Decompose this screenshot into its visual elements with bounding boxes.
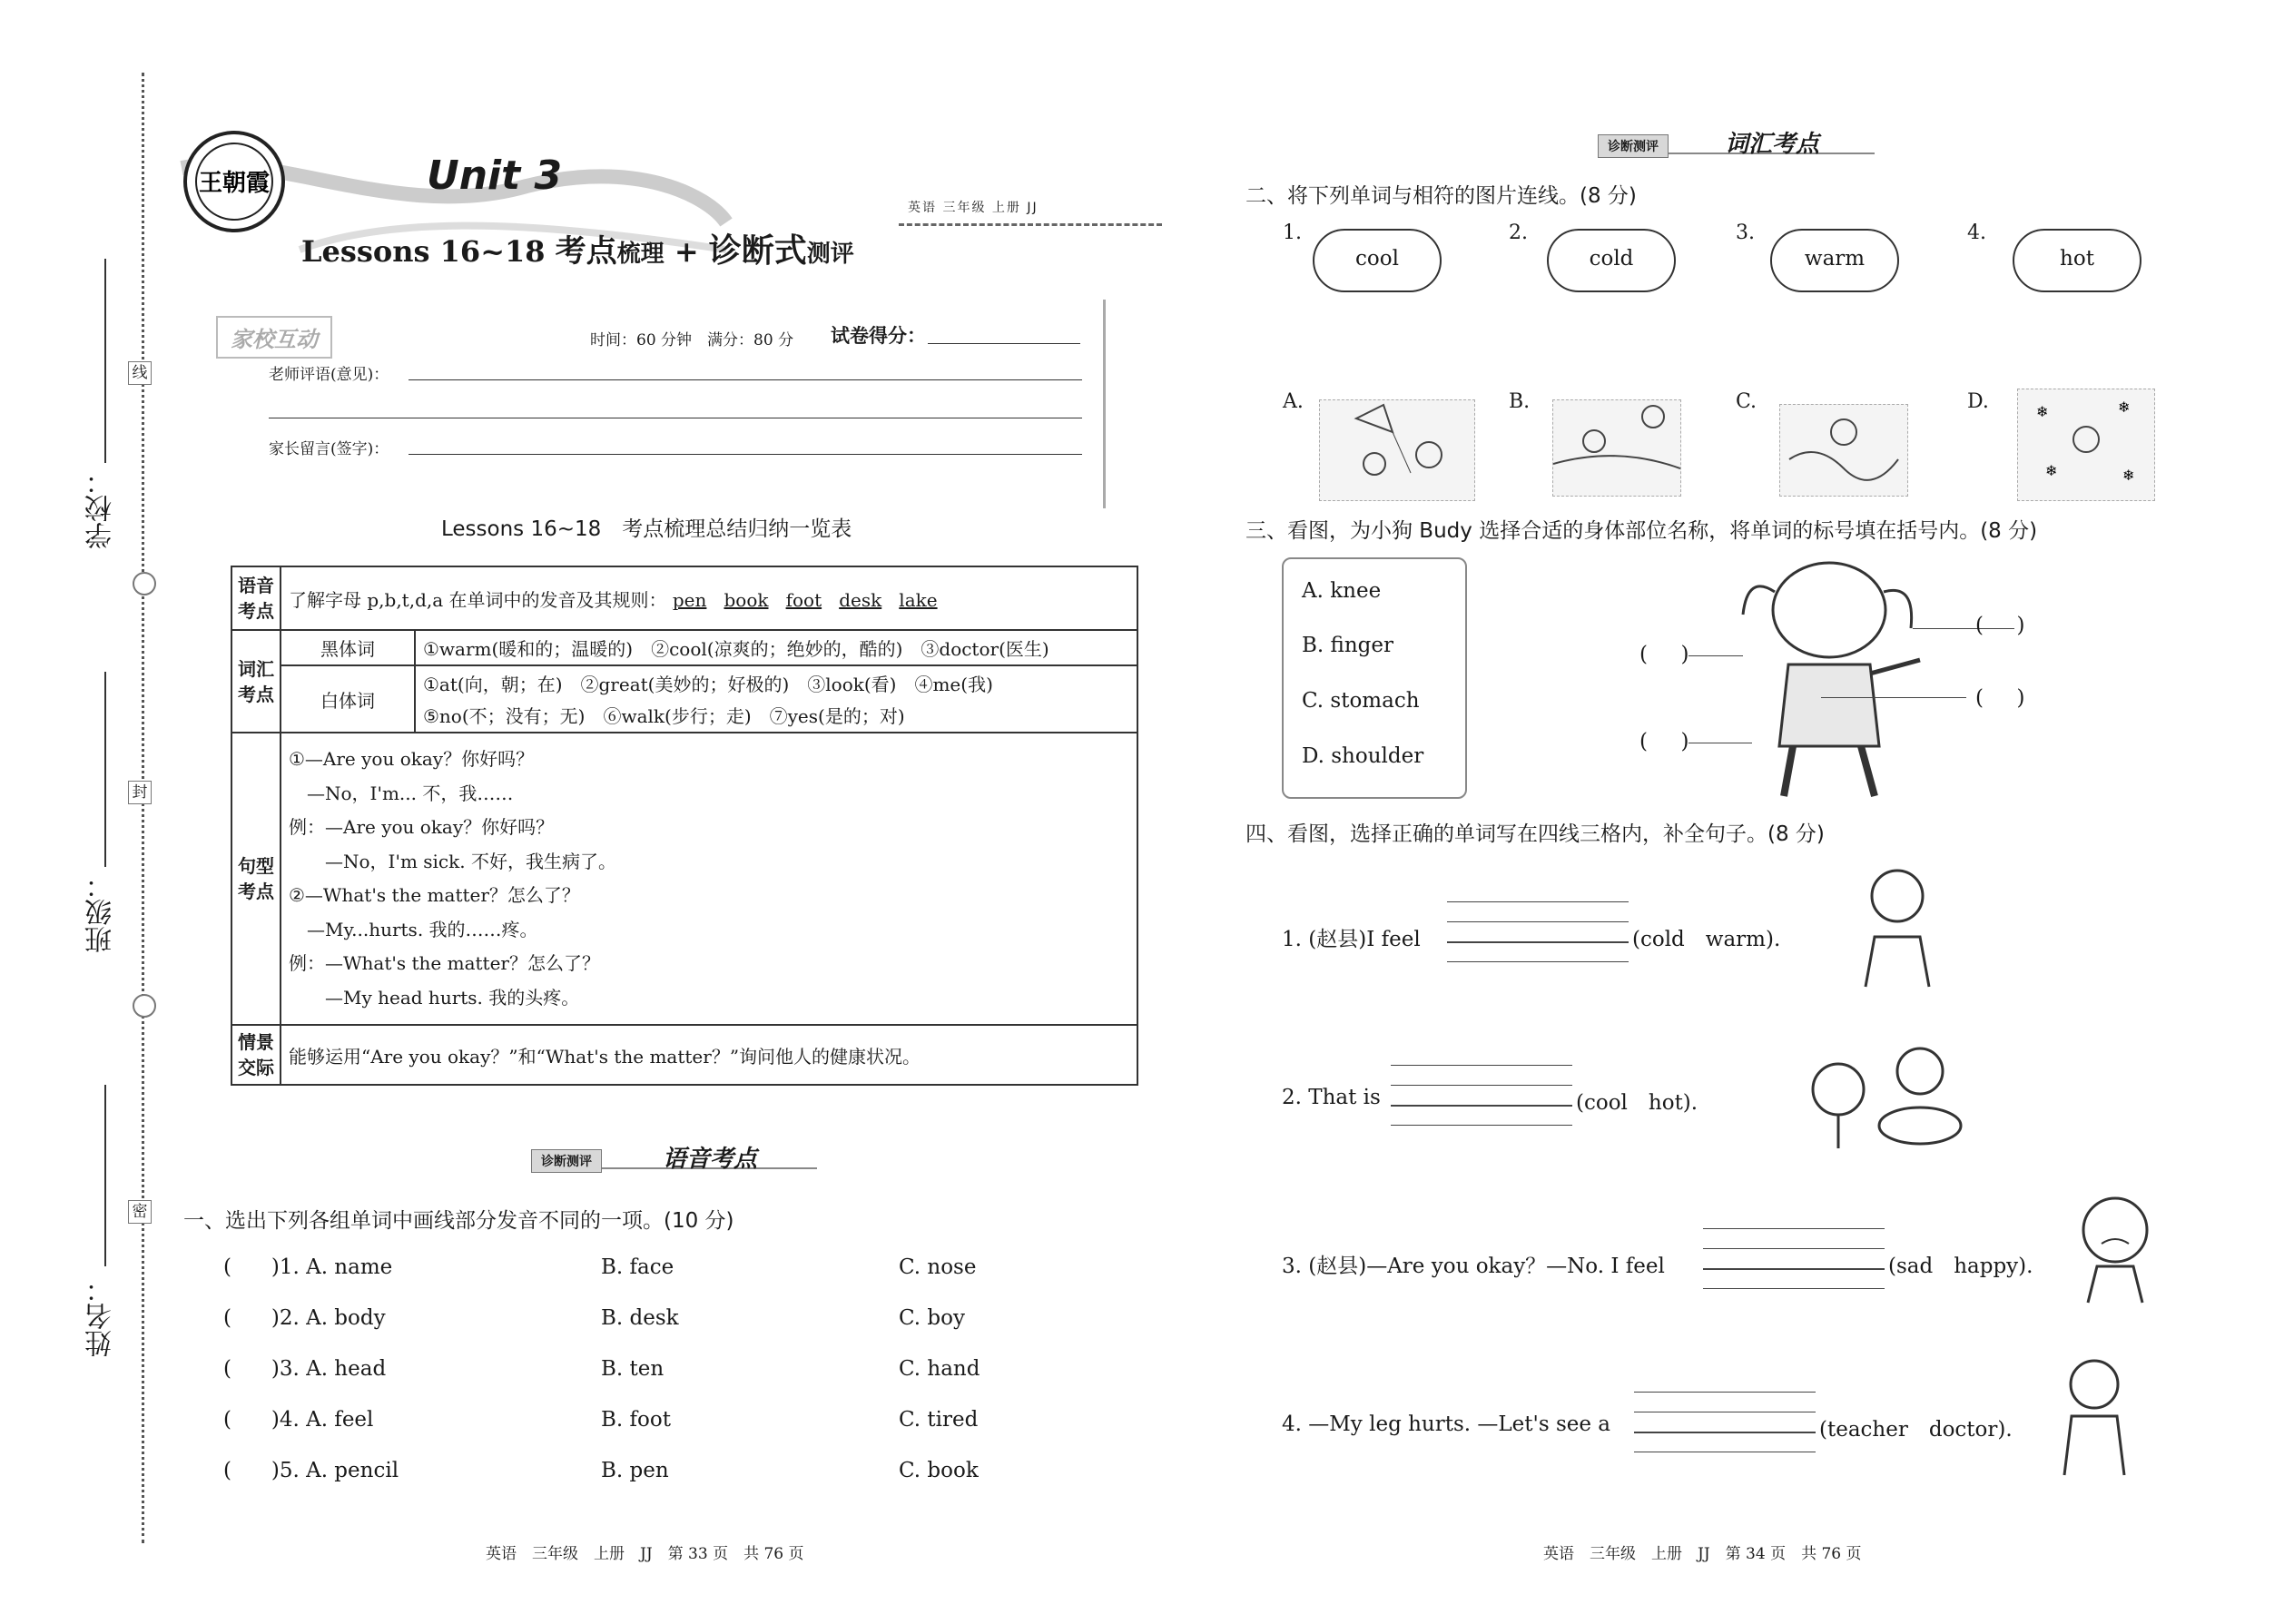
bold-words-cell: ①warm(暖和的；温暖的) ②cool(凉爽的；绝妙的，酷的) ③doctor(医生) — [415, 630, 1137, 665]
q1-row-2: ( )2. A. body — [223, 1306, 386, 1330]
option-a[interactable]: A. feel — [306, 1408, 374, 1432]
q4-item-1-choices: (cold warm). — [1632, 928, 1781, 951]
q4-item-2-prefix: 2. That is — [1282, 1086, 1381, 1109]
teacher-comment-label: 老师评语(意见)： — [269, 366, 389, 384]
q1-row-3: ( )3. A. head — [223, 1357, 387, 1381]
answer-paren[interactable]: ( ) — [1639, 730, 1689, 753]
svg-text:❄: ❄ — [2036, 403, 2049, 420]
item-number: 4. — [1967, 221, 1986, 244]
option-b[interactable]: B. face — [601, 1255, 674, 1279]
sentence-cell: ①—Are you okay？你好吗？ —No，I'm... 不，我…… 例：—Are you okay？你好吗？ —No，I'm sick. 不好，我生病了。 ②—What's the matter？怎么了？ —My...hurts. 我的……疼。 例：—What's the matter？怎么了？ —My head hurts. 我的头疼。 — [281, 733, 1137, 1025]
q1-row-5: ( )5. A. pencil — [223, 1459, 399, 1482]
picture-kite-wind[interactable] — [1319, 399, 1475, 501]
option-a[interactable]: A. head — [306, 1357, 387, 1381]
parent-comment-line[interactable] — [409, 454, 1082, 455]
summary-title: Lessons 16~18 考点梳理总结归纳一览表 — [441, 517, 852, 541]
teacher-comment-line[interactable] — [409, 379, 1082, 380]
time-info: 时间：60 分钟 满分：80 分 — [590, 331, 794, 349]
answer-paren[interactable]: ( ) — [223, 1255, 280, 1279]
score-label: 试卷得分： — [831, 324, 926, 347]
q4-item-2-choices: (cool hot). — [1576, 1091, 1698, 1115]
doctor-illustration — [2053, 1353, 2135, 1480]
school-line — [104, 259, 106, 463]
phonics-cell: 了解字母 p,b,t,d,a 在单词中的发音及其规则： pen book foot desk lake — [281, 566, 1137, 630]
binding-dotted-line — [142, 73, 144, 1543]
picture-letter: C. — [1736, 390, 1757, 413]
option-finger: B. finger — [1302, 634, 1394, 657]
item-number: 1. — [1283, 221, 1302, 244]
svg-text:❄: ❄ — [2122, 467, 2135, 484]
picture-snow[interactable] — [2017, 389, 2155, 501]
phonics-header: 语音考点 — [231, 566, 281, 630]
q1-row-4: ( )4. A. feel — [223, 1408, 374, 1432]
option-a[interactable]: A. name — [306, 1255, 393, 1279]
seal-box-line: 线 — [128, 361, 152, 385]
class-label: 班级： — [85, 871, 117, 953]
answer-paren[interactable]: ( ) — [223, 1357, 280, 1381]
answer-paren[interactable]: ( ) — [223, 1408, 280, 1432]
question-1-prompt: 一、选出下列各组单词中画线部分发音不同的一项。(10 分) — [183, 1209, 734, 1233]
answer-paren[interactable]: ( ) — [223, 1306, 280, 1330]
option-a[interactable]: A. pencil — [306, 1459, 399, 1482]
dog-budy-illustration — [1725, 556, 1961, 805]
section-header-phonics: 诊断测评 语音考点 — [531, 1147, 822, 1175]
answer-paren[interactable]: ( ) — [1975, 686, 2025, 710]
svg-text:王朝霞: 王朝霞 — [198, 170, 271, 197]
binding-ring — [133, 572, 156, 595]
grade-tag: 英语 三年级 上册 JJ — [908, 201, 1039, 215]
picture-letter: A. — [1283, 390, 1304, 413]
picture-leaves-wind[interactable] — [1779, 404, 1908, 497]
footer-right: 英语 三年级 上册 JJ 第 34 页 共 76 页 — [1543, 1545, 1862, 1563]
sentence-header: 句型考点 — [231, 733, 281, 1025]
vocab-header: 词汇考点 — [231, 630, 281, 733]
seal-box-seal: 封 — [128, 781, 152, 804]
option-a[interactable]: A. body — [306, 1306, 386, 1330]
publisher-seal-logo — [180, 127, 289, 236]
header-dash — [899, 223, 1162, 226]
svg-text:❄: ❄ — [2118, 399, 2131, 416]
q4-item-1-prefix: 1. (赵县)I feel — [1282, 928, 1421, 951]
question-3-prompt: 三、看图，为小狗 Budy 选择合适的身体部位名称，将单词的标号填在括号内。(8 分) — [1245, 519, 2038, 543]
option-stomach: C. stomach — [1302, 689, 1420, 713]
communication-cell: 能够运用“Are you okay？”和“What's the matter？”询问他人的健康状况。 — [281, 1025, 1137, 1085]
question-4-prompt: 四、看图，选择正确的单词写在四线三格内，补全句子。(8 分) — [1245, 822, 1825, 846]
word-cloud-cold[interactable]: cold — [1547, 229, 1676, 292]
binding-ring — [133, 994, 156, 1018]
writing-lines[interactable] — [1703, 1228, 1885, 1288]
writing-lines[interactable] — [1634, 1392, 1816, 1452]
white-words-cell: ①at(向，朝；在) ②great(美妙的；好极的) ③look(看) ④me(我) ⑤no(不；没有；无) ⑥walk(步行；走) ⑦yes(是的；对) — [415, 665, 1137, 733]
name-label: 姓名： — [85, 1275, 117, 1357]
body-part-options — [1282, 557, 1467, 799]
item-number: 3. — [1736, 221, 1755, 244]
cold-girl-illustration — [1852, 864, 1943, 991]
q4-item-3-choices: (sad happy). — [1888, 1255, 2033, 1278]
section-header-vocab: 诊断测评 词汇考点 — [1598, 133, 1888, 160]
home-school-badge: 家校互动 — [216, 316, 332, 359]
class-line — [104, 672, 106, 867]
sad-girl-illustration — [2070, 1189, 2161, 1307]
unit-title: Unit 3 — [427, 153, 563, 199]
fan-girl-illustration — [1802, 1035, 1984, 1153]
option-c[interactable]: C. hand — [899, 1357, 980, 1381]
item-number: 2. — [1509, 221, 1528, 244]
q4-item-4-choices: (teacher doctor). — [1819, 1418, 2013, 1442]
answer-paren[interactable]: ( ) — [1639, 643, 1689, 666]
q1-row-1: ( )1. A. name — [223, 1255, 393, 1279]
q4-item-4-prefix: 4. —My leg hurts. —Let's see a — [1282, 1412, 1611, 1436]
option-b[interactable]: B. pen — [601, 1459, 669, 1482]
white-words-header: 白体词 — [281, 665, 415, 733]
option-b[interactable]: B. ten — [601, 1357, 665, 1381]
option-c[interactable]: C. nose — [899, 1255, 977, 1279]
writing-lines[interactable] — [1447, 901, 1629, 961]
frame-bar — [1103, 300, 1106, 508]
school-label: 学校： — [85, 468, 117, 549]
communication-header: 情景交际 — [231, 1025, 281, 1085]
picture-beach-sun[interactable] — [1552, 399, 1681, 497]
picture-letter: D. — [1967, 390, 1989, 413]
question-2-prompt: 二、将下列单词与相符的图片连线。(8 分) — [1245, 184, 1637, 208]
svg-text:❄: ❄ — [2045, 462, 2058, 479]
option-b[interactable]: B. desk — [601, 1306, 679, 1330]
bold-words-header: 黑体词 — [281, 630, 415, 665]
name-line — [104, 1085, 106, 1266]
pointer-line — [1689, 655, 1743, 656]
option-c[interactable]: C. tired — [899, 1408, 979, 1432]
option-b[interactable]: B. foot — [601, 1408, 671, 1432]
score-line[interactable] — [928, 343, 1080, 344]
option-shoulder: D. shoulder — [1302, 744, 1424, 768]
parent-comment-label: 家长留言(签字)： — [269, 440, 389, 458]
pointer-line — [1821, 697, 1966, 698]
answer-paren[interactable]: ( ) — [223, 1459, 280, 1482]
seal-box-secret: 密 — [128, 1200, 152, 1224]
footer-left: 英语 三年级 上册 JJ 第 33 页 共 76 页 — [486, 1545, 804, 1563]
option-c[interactable]: C. book — [899, 1459, 979, 1482]
summary-table — [231, 566, 1138, 1086]
option-c[interactable]: C. boy — [899, 1306, 965, 1330]
picture-letter: B. — [1509, 390, 1531, 413]
writing-lines[interactable] — [1391, 1065, 1572, 1125]
option-knee: A. knee — [1302, 579, 1382, 603]
word-cloud-warm[interactable]: warm — [1770, 229, 1899, 292]
lessons-title: Lessons 16~18 考点梳理 + 诊断式测评 — [301, 231, 854, 270]
answer-paren[interactable]: ( ) — [1975, 614, 2025, 637]
word-cloud-cool[interactable]: cool — [1313, 229, 1442, 292]
q4-item-3-prefix: 3. (赵县)—Are you okay？—No. I feel — [1282, 1255, 1665, 1278]
word-cloud-hot[interactable]: hot — [2013, 229, 2141, 292]
